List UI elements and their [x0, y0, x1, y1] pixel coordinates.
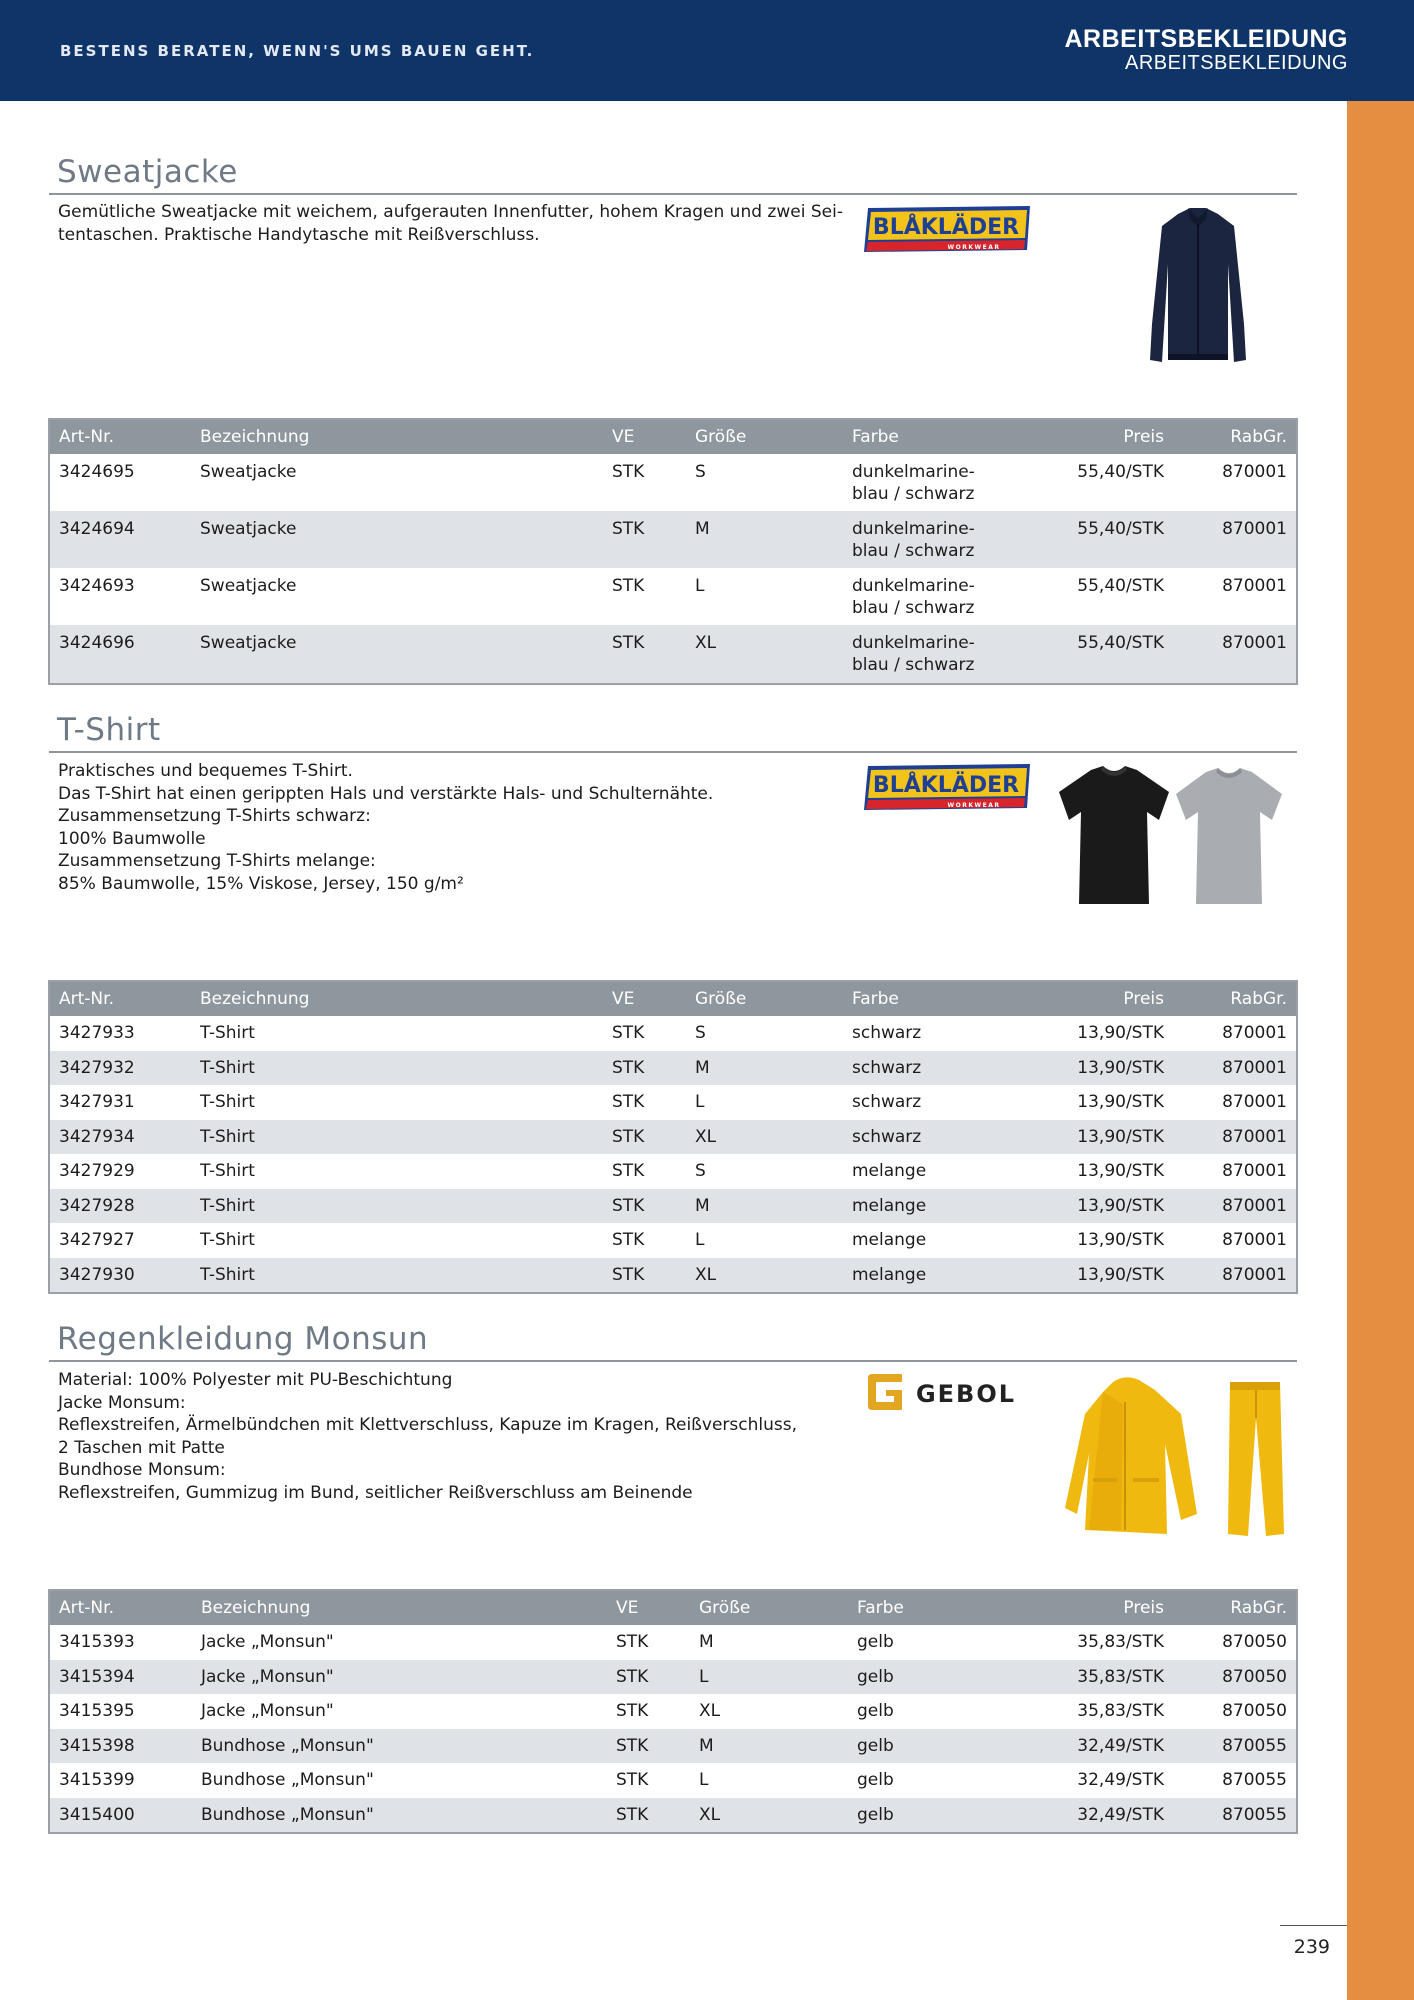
cell-farbe-line2: blau / schwarz — [852, 484, 975, 504]
cell-groesse: L — [699, 1770, 709, 1790]
cell-art-nr: 3415398 — [59, 1735, 135, 1756]
cell-rabgr: 870055 — [1222, 1804, 1287, 1825]
cell-farbe: gelb — [857, 1666, 894, 1687]
cell-groesse: S — [695, 1161, 706, 1181]
section-title-regenkleidung: Regenkleidung Monsun — [57, 1321, 429, 1357]
description-line: Zusammensetzung T-Shirts schwarz: — [58, 806, 371, 826]
cell-art-nr: 3424693 — [59, 576, 135, 596]
cell-farbe: gelb — [857, 1632, 894, 1652]
cell-preis: 35,83/STK — [1077, 1666, 1164, 1687]
header-slogan: BESTENS BERATEN, WENN'S UMS BAUEN GEHT. — [60, 42, 535, 60]
cell-farbe: melange — [852, 1230, 927, 1250]
table-row — [50, 625, 1296, 683]
cell-groesse: M — [695, 1195, 710, 1216]
cell-ve: STK — [612, 1023, 645, 1043]
cell-art-nr: 3427929 — [59, 1161, 135, 1181]
description-line: 85% Baumwolle, 15% Viskose, Jersey, 150 g/m² — [58, 873, 464, 894]
cell-bezeichnung: T-Shirt — [200, 1264, 255, 1285]
cell-groesse: M — [699, 1632, 714, 1652]
column-header-groesse: Größe — [695, 989, 747, 1009]
cell-ve: STK — [616, 1632, 649, 1652]
cell-preis: 13,90/STK — [1077, 1057, 1164, 1078]
column-header-ve: VE — [612, 989, 635, 1009]
cell-art-nr: 3424695 — [59, 462, 135, 482]
column-header-bezeichnung: Bezeichnung — [200, 989, 310, 1009]
cell-farbe: dunkelmarine- — [852, 633, 975, 653]
cell-art-nr: 3415400 — [59, 1804, 135, 1825]
column-header-rabgr: RabGr. — [1230, 427, 1287, 447]
cell-bezeichnung: Jacke „Monsun" — [201, 1666, 334, 1687]
cell-farbe: dunkelmarine- — [852, 519, 975, 539]
cell-farbe: dunkelmarine- — [852, 462, 975, 482]
description-line: Reflexstreifen, Gummizug im Bund, seitlicher Reißverschluss am Beinende — [58, 1482, 693, 1503]
column-header-farbe: Farbe — [852, 427, 899, 447]
section-rule — [49, 193, 1297, 195]
cell-ve: STK — [616, 1804, 649, 1825]
description-line: Zusammensetzung T-Shirts melange: — [58, 851, 376, 871]
description-line: Material: 100% Polyester mit PU-Beschichtung — [58, 1370, 453, 1390]
description-line: tentaschen. Praktische Handytasche mit Reißverschluss. — [58, 224, 540, 245]
cell-preis: 55,40/STK — [1077, 519, 1164, 539]
cell-groesse: L — [699, 1666, 709, 1687]
cell-bezeichnung: Bundhose „Monsun" — [201, 1804, 374, 1825]
cell-groesse: M — [699, 1735, 714, 1756]
cell-art-nr: 3427927 — [59, 1230, 135, 1250]
cell-farbe: gelb — [857, 1735, 894, 1756]
cell-ve: STK — [612, 1057, 645, 1078]
category-title: ARBEITSBEKLEIDUNG — [1064, 25, 1348, 53]
cell-groesse: XL — [695, 1126, 717, 1147]
cell-rabgr: 870050 — [1222, 1666, 1287, 1687]
cell-groesse: XL — [699, 1804, 721, 1825]
cell-ve: STK — [612, 1230, 645, 1250]
table-row — [50, 1189, 1296, 1224]
cell-rabgr: 870001 — [1222, 519, 1287, 539]
cell-ve: STK — [612, 1195, 645, 1216]
cell-art-nr: 3415399 — [59, 1770, 135, 1790]
sweatjacket-image — [1148, 204, 1248, 373]
cell-preis: 13,90/STK — [1077, 1195, 1164, 1216]
blaklader-logo — [862, 762, 1032, 818]
section-rule — [49, 1360, 1297, 1362]
column-header-rabgr: RabGr. — [1230, 1598, 1287, 1618]
column-header-farbe: Farbe — [852, 989, 899, 1009]
cell-rabgr: 870001 — [1222, 1161, 1287, 1181]
column-header-groesse: Größe — [695, 427, 747, 447]
cell-art-nr: 3415394 — [59, 1666, 135, 1687]
column-header-art-nr: Art-Nr. — [59, 989, 114, 1009]
description-line: Bundhose Monsum: — [58, 1460, 226, 1480]
cell-art-nr: 3427934 — [59, 1126, 135, 1147]
cell-groesse: XL — [699, 1701, 721, 1721]
cell-ve: STK — [612, 462, 645, 482]
cell-bezeichnung: Sweatjacke — [200, 576, 297, 596]
table-row — [50, 454, 1296, 511]
cell-preis: 32,49/STK — [1077, 1735, 1164, 1756]
cell-rabgr: 870050 — [1222, 1701, 1287, 1721]
table-row — [50, 1051, 1296, 1086]
cell-groesse: M — [695, 1057, 710, 1078]
column-header-ve: VE — [612, 427, 635, 447]
cell-rabgr: 870001 — [1222, 1264, 1287, 1285]
cell-art-nr: 3424694 — [59, 519, 135, 539]
column-header-art-nr: Art-Nr. — [59, 1598, 114, 1618]
cell-groesse: S — [695, 462, 706, 482]
column-header-preis: Preis — [1123, 1598, 1164, 1618]
cell-rabgr: 870001 — [1222, 462, 1287, 482]
table-header — [50, 982, 1296, 1016]
table-row — [50, 1763, 1296, 1798]
description-line: Praktisches und bequemes T-Shirt. — [58, 761, 353, 781]
section-title-tshirt: T-Shirt — [57, 712, 161, 748]
cell-rabgr: 870055 — [1222, 1735, 1287, 1756]
column-header-preis: Preis — [1123, 989, 1164, 1009]
cell-bezeichnung: Sweatjacke — [200, 633, 297, 653]
cell-bezeichnung: T-Shirt — [200, 1161, 255, 1181]
table-row — [50, 1085, 1296, 1120]
cell-rabgr: 870001 — [1222, 1092, 1287, 1112]
description-line: Jacke Monsum: — [58, 1392, 186, 1413]
rain-trousers-image — [1222, 1378, 1286, 1542]
category-subtitle: ARBEITSBEKLEIDUNG — [1124, 52, 1348, 74]
column-header-ve: VE — [616, 1598, 639, 1618]
cell-groesse: XL — [695, 1264, 717, 1285]
table-row — [50, 568, 1296, 625]
column-header-rabgr: RabGr. — [1230, 989, 1287, 1009]
cell-groesse: L — [695, 576, 705, 596]
cell-preis: 13,90/STK — [1077, 1023, 1164, 1043]
page-number: 239 — [1293, 1936, 1330, 1958]
cell-groesse: XL — [695, 633, 717, 653]
product-table-sweatjacke — [48, 418, 1298, 685]
cell-art-nr: 3427932 — [59, 1057, 135, 1078]
cell-farbe: melange — [852, 1161, 927, 1181]
cell-bezeichnung: T-Shirt — [200, 1195, 255, 1216]
cell-bezeichnung: Bundhose „Monsun" — [201, 1735, 374, 1756]
cell-groesse: S — [695, 1023, 706, 1043]
cell-farbe: gelb — [857, 1770, 894, 1790]
cell-farbe: schwarz — [852, 1057, 922, 1078]
cell-preis: 35,83/STK — [1077, 1701, 1164, 1721]
cell-rabgr: 870001 — [1222, 1126, 1287, 1147]
orange-side-bar — [1347, 101, 1414, 2000]
page-header — [0, 0, 1414, 101]
column-header-groesse: Größe — [699, 1598, 751, 1618]
cell-preis: 32,49/STK — [1077, 1804, 1164, 1825]
cell-art-nr: 3427931 — [59, 1092, 135, 1112]
column-header-art-nr: Art-Nr. — [59, 427, 114, 447]
cell-farbe: melange — [852, 1195, 927, 1216]
cell-art-nr: 3424696 — [59, 633, 135, 653]
cell-ve: STK — [612, 519, 645, 539]
section-description-regenkleidung — [58, 1369, 797, 1504]
description-line: Das T-Shirt hat einen gerippten Hals und verstärkte Hals- und Schulternähte. — [58, 783, 714, 804]
section-title-sweatjacke: Sweatjacke — [57, 154, 238, 190]
cell-bezeichnung: Jacke „Monsun" — [201, 1701, 334, 1721]
cell-preis: 55,40/STK — [1077, 576, 1164, 596]
cell-farbe-line2: blau / schwarz — [852, 655, 975, 675]
cell-groesse: L — [695, 1230, 705, 1250]
cell-farbe: schwarz — [852, 1126, 922, 1147]
table-row — [50, 1729, 1296, 1764]
product-table-regenkleidung — [48, 1589, 1298, 1834]
cell-preis: 55,40/STK — [1077, 633, 1164, 653]
cell-ve: STK — [616, 1770, 649, 1790]
cell-art-nr: 3427928 — [59, 1195, 135, 1216]
brand-name: GEBOL — [915, 1380, 1017, 1408]
column-header-bezeichnung: Bezeichnung — [200, 427, 310, 447]
cell-ve: STK — [612, 1264, 645, 1285]
cell-art-nr: 3427933 — [59, 1023, 135, 1043]
cell-farbe: gelb — [857, 1701, 894, 1721]
cell-ve: STK — [616, 1701, 649, 1721]
cell-bezeichnung: Sweatjacke — [200, 462, 297, 482]
table-header — [50, 1591, 1296, 1625]
cell-preis: 13,90/STK — [1077, 1161, 1164, 1181]
cell-ve: STK — [616, 1735, 649, 1756]
cell-farbe: schwarz — [852, 1092, 922, 1112]
cell-bezeichnung: Sweatjacke — [200, 519, 297, 539]
cell-bezeichnung: T-Shirt — [200, 1023, 255, 1043]
cell-ve: STK — [612, 1126, 645, 1147]
table-row — [50, 1694, 1296, 1729]
cell-rabgr: 870055 — [1222, 1770, 1287, 1790]
cell-preis: 13,90/STK — [1077, 1264, 1164, 1285]
cell-farbe-line2: blau / schwarz — [852, 598, 975, 618]
gebol-logo — [864, 1372, 1030, 1416]
cell-bezeichnung: T-Shirt — [200, 1230, 255, 1250]
section-description-sweatjacke — [58, 201, 843, 246]
description-line: 100% Baumwolle — [58, 828, 206, 849]
table-row — [50, 1660, 1296, 1695]
cell-preis: 13,90/STK — [1077, 1092, 1164, 1112]
cell-bezeichnung: Bundhose „Monsun" — [201, 1770, 374, 1790]
table-row — [50, 1258, 1296, 1293]
page-number-rule — [1280, 1925, 1347, 1926]
cell-rabgr: 870001 — [1222, 1023, 1287, 1043]
table-row — [50, 1154, 1296, 1189]
table-row — [50, 1798, 1296, 1833]
cell-ve: STK — [612, 633, 645, 653]
cell-preis: 32,49/STK — [1077, 1770, 1164, 1790]
cell-farbe-line2: blau / schwarz — [852, 541, 975, 561]
cell-farbe: dunkelmarine- — [852, 576, 975, 596]
cell-groesse: L — [695, 1092, 705, 1112]
brand-sub: WORKWEAR — [947, 802, 1001, 809]
cell-bezeichnung: T-Shirt — [200, 1057, 255, 1078]
rain-jacket-image — [1063, 1374, 1203, 1548]
section-description-tshirt — [58, 760, 713, 895]
cell-ve: STK — [612, 1161, 645, 1181]
cell-rabgr: 870001 — [1222, 576, 1287, 596]
cell-art-nr: 3415393 — [59, 1632, 135, 1652]
table-row — [50, 1625, 1296, 1660]
blaklader-logo — [862, 204, 1032, 260]
table-row — [50, 511, 1296, 568]
cell-ve: STK — [612, 576, 645, 596]
brand-name: BLÅKLÄDER — [872, 215, 1020, 240]
brand-name: BLÅKLÄDER — [872, 773, 1020, 798]
tshirt-black-image — [1055, 764, 1173, 913]
cell-rabgr: 870001 — [1222, 1057, 1287, 1078]
column-header-bezeichnung: Bezeichnung — [201, 1598, 311, 1618]
tshirt-melange-image — [1172, 766, 1286, 913]
table-row — [50, 1016, 1296, 1051]
cell-rabgr: 870050 — [1222, 1632, 1287, 1652]
description-line: Gemütliche Sweatjacke mit weichem, aufgerauten Innenfutter, hohem Kragen und zwei Sei- — [58, 202, 843, 222]
section-rule — [49, 751, 1297, 753]
table-header — [50, 420, 1296, 454]
table-row — [50, 1120, 1296, 1155]
description-line: 2 Taschen mit Patte — [58, 1437, 225, 1458]
cell-farbe: gelb — [857, 1804, 894, 1825]
cell-bezeichnung: T-Shirt — [200, 1092, 255, 1112]
column-header-preis: Preis — [1123, 427, 1164, 447]
cell-farbe: schwarz — [852, 1023, 922, 1043]
cell-ve: STK — [616, 1666, 649, 1687]
cell-rabgr: 870001 — [1222, 1195, 1287, 1216]
column-header-farbe: Farbe — [857, 1598, 904, 1618]
cell-preis: 35,83/STK — [1077, 1632, 1164, 1652]
cell-bezeichnung: T-Shirt — [200, 1126, 255, 1147]
cell-rabgr: 870001 — [1222, 633, 1287, 653]
table-row — [50, 1223, 1296, 1258]
product-table-tshirt — [48, 980, 1298, 1294]
cell-ve: STK — [612, 1092, 645, 1112]
description-line: Reflexstreifen, Ärmelbündchen mit Klettverschluss, Kapuze im Kragen, Reißverschluss, — [58, 1415, 797, 1435]
cell-preis: 13,90/STK — [1077, 1126, 1164, 1147]
cell-preis: 55,40/STK — [1077, 462, 1164, 482]
cell-groesse: M — [695, 519, 710, 539]
cell-farbe: melange — [852, 1264, 927, 1285]
cell-art-nr: 3415395 — [59, 1701, 135, 1721]
cell-art-nr: 3427930 — [59, 1264, 135, 1285]
cell-preis: 13,90/STK — [1077, 1230, 1164, 1250]
brand-sub: WORKWEAR — [947, 244, 1001, 251]
cell-bezeichnung: Jacke „Monsun" — [201, 1632, 334, 1652]
cell-rabgr: 870001 — [1222, 1230, 1287, 1250]
